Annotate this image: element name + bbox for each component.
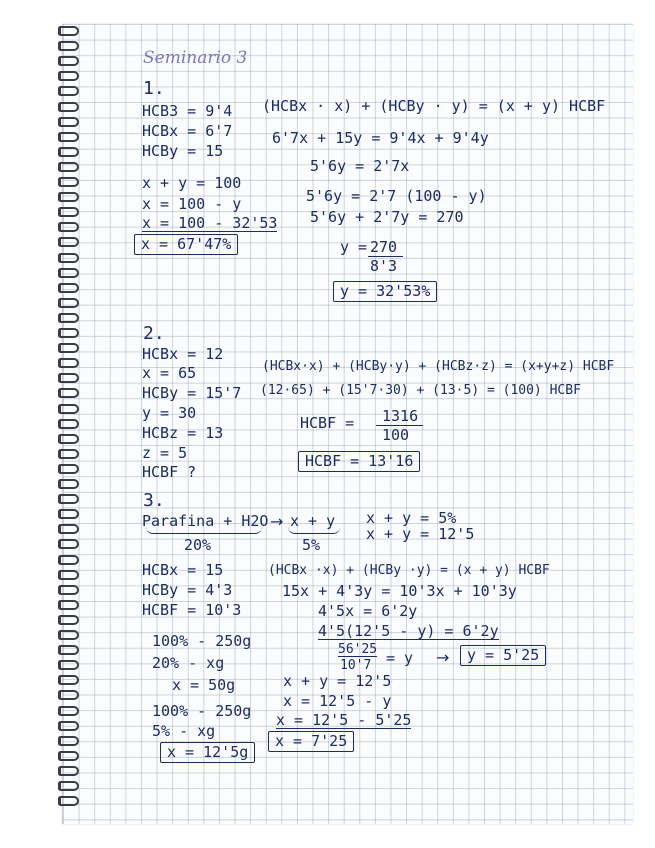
spiral-ring	[58, 449, 79, 459]
p3-xy-pct: 5%	[302, 536, 321, 554]
p2-given-1: HCBx = 12	[142, 345, 224, 363]
spiral-ring	[58, 71, 79, 81]
p3-mix-brace	[146, 527, 262, 534]
spiral-ring	[58, 86, 79, 96]
p3-sys-bottom-2: x = 12'5 - y	[283, 692, 392, 710]
p1-y-den: 8'3	[368, 256, 403, 274]
spiral-ring	[58, 524, 79, 534]
p2-eq-1: (HCBx·x) + (HCBy·y) + (HCBz·z) = (x+y+z) HCBF	[262, 359, 615, 374]
p3-x12: x = 12'5g	[160, 742, 255, 763]
p3-arrow-2: →	[436, 648, 450, 667]
spiral-ring	[58, 494, 79, 504]
p2-given-2: x = 65	[142, 364, 197, 382]
spiral-ring	[58, 675, 79, 685]
spiral-ring	[58, 147, 79, 157]
spiral-ring	[58, 464, 79, 474]
spiral-ring	[58, 162, 79, 172]
p3-y-num: 56'25	[338, 642, 378, 657]
p3-xy-brace	[288, 527, 340, 534]
spiral-ring	[58, 630, 79, 640]
p3-sys-bottom-1: x + y = 12'5	[283, 672, 392, 690]
p1-sys-3: x = 100 - 32'53	[142, 214, 278, 232]
p3-rule1-a: 100% - 250g	[152, 632, 252, 650]
p2-given-4: y = 30	[142, 404, 197, 422]
p1-eq-4: 5'6y = 2'7 (100 - y)	[306, 187, 487, 205]
p1-eq-5: 5'6y + 2'7y = 270	[310, 208, 464, 226]
p3-sys-top-1: x + y = 5%	[366, 509, 457, 527]
p1-y-num: 270	[370, 238, 398, 256]
p3-given-2: HCBy = 4'3	[142, 581, 233, 599]
spiral-ring	[58, 328, 79, 338]
p2-given-5: HCBz = 13	[142, 424, 224, 442]
spiral-ring	[58, 479, 79, 489]
spiral-ring	[58, 539, 79, 549]
p2-frac-den: 100	[376, 425, 423, 443]
spiral-ring	[58, 26, 79, 36]
spiral-ring	[58, 766, 79, 776]
spiral-ring	[58, 509, 79, 519]
spiral-ring	[58, 781, 79, 791]
spiral-ring	[58, 706, 79, 716]
spiral-ring	[58, 207, 79, 217]
spiral-ring	[58, 253, 79, 263]
p3-sys-bottom-3: x = 12'5 - 5'25	[276, 711, 412, 729]
spiral-ring	[58, 645, 79, 655]
spiral-ring	[58, 56, 79, 66]
spiral-ring	[58, 434, 79, 444]
problem-3-number: 3.	[143, 490, 165, 511]
p2-given-7: HCBF ?	[142, 463, 197, 481]
spiral-ring	[58, 313, 79, 323]
p2-frac-lhs: HCBF =	[300, 414, 355, 432]
spiral-binding	[58, 26, 78, 816]
p3-eq-2: 15x + 4'3y = 10'3x + 10'3y	[282, 582, 517, 600]
spiral-ring	[58, 132, 79, 142]
p3-eq-4: 4'5(12'5 - y) = 6'2y	[318, 622, 499, 640]
p1-sys-1: x + y = 100	[142, 174, 242, 192]
p3-x50: x = 50g	[172, 676, 236, 694]
spiral-ring	[58, 419, 79, 429]
spiral-ring	[58, 192, 79, 202]
spiral-ring	[58, 237, 79, 247]
page-title: Seminario 3	[143, 48, 248, 68]
spiral-ring	[58, 41, 79, 51]
p3-eq-1: (HCBx ·x) + (HCBy ·y) = (x + y) HCBF	[268, 563, 550, 578]
p3-xy: x + y	[290, 512, 336, 530]
p1-y-frac-lhs: y =	[340, 238, 368, 256]
spiral-ring	[58, 660, 79, 670]
p3-mix-label: Parafina + H2O	[142, 512, 269, 530]
p3-arrow-1: →	[270, 512, 284, 531]
p3-mix-pct: 20%	[184, 536, 212, 554]
p1-x-result: x = 67'47%	[134, 234, 238, 255]
spiral-ring	[58, 570, 79, 580]
p3-x-result: x = 7'25	[268, 731, 354, 752]
p2-given-3: HCBy = 15'7	[142, 384, 242, 402]
p1-given-2: HCBx = 6'7	[142, 122, 233, 140]
spiral-ring	[58, 222, 79, 232]
p1-sys-2: x = 100 - y	[142, 195, 242, 213]
p1-given-3: HCBy = 15	[142, 142, 224, 160]
spiral-ring	[58, 796, 79, 806]
spiral-ring	[58, 343, 79, 353]
spiral-ring	[58, 721, 79, 731]
p1-given-1: HCB3 = 9'4	[142, 102, 233, 120]
spiral-ring	[58, 555, 79, 565]
problem-1-number: 1.	[143, 78, 165, 99]
spiral-ring	[58, 268, 79, 278]
spiral-ring	[58, 102, 79, 112]
p3-y-den: 10'7	[340, 658, 372, 673]
p2-frac-num: 1316	[382, 407, 419, 425]
spiral-ring	[58, 283, 79, 293]
p1-eq-2: 6'7x + 15y = 9'4x + 9'4y	[272, 129, 489, 147]
p3-sys-top-2: x + y = 12'5	[366, 525, 475, 543]
spiral-ring	[58, 600, 79, 610]
spiral-ring	[58, 298, 79, 308]
spiral-ring	[58, 585, 79, 595]
p2-eq-2: (12·65) + (15'7·30) + (13·5) = (100) HCBF	[260, 383, 581, 398]
p3-y-eq: = y	[386, 649, 414, 667]
spiral-ring	[58, 615, 79, 625]
spiral-ring	[58, 358, 79, 368]
problem-2-number: 2.	[143, 323, 165, 344]
p1-eq-3: 5'6y = 2'7x	[310, 157, 410, 175]
spiral-ring	[58, 751, 79, 761]
p3-given-1: HCBx = 15	[142, 561, 224, 579]
p3-rule1-b: 20% - xg	[152, 654, 225, 672]
p3-y-result: y = 5'25	[460, 645, 546, 666]
spiral-ring	[58, 373, 79, 383]
spiral-ring	[58, 736, 79, 746]
p3-rule2-b: 5% - xg	[152, 722, 216, 740]
p2-result: HCBF = 13'16	[298, 451, 420, 472]
spiral-ring	[58, 117, 79, 127]
p1-eq-1: (HCBx · x) + (HCBy · y) = (x + y) HCBF	[262, 97, 606, 115]
p3-given-3: HCBF = 10'3	[142, 601, 242, 619]
spiral-ring	[58, 404, 79, 414]
spiral-ring	[58, 388, 79, 398]
p3-eq-3: 4'5x = 6'2y	[318, 602, 418, 620]
p2-given-6: z = 5	[142, 444, 188, 462]
p1-y-result: y = 32'53%	[333, 281, 437, 302]
p3-rule2-a: 100% - 250g	[152, 702, 252, 720]
spiral-ring	[58, 177, 79, 187]
spiral-ring	[58, 690, 79, 700]
